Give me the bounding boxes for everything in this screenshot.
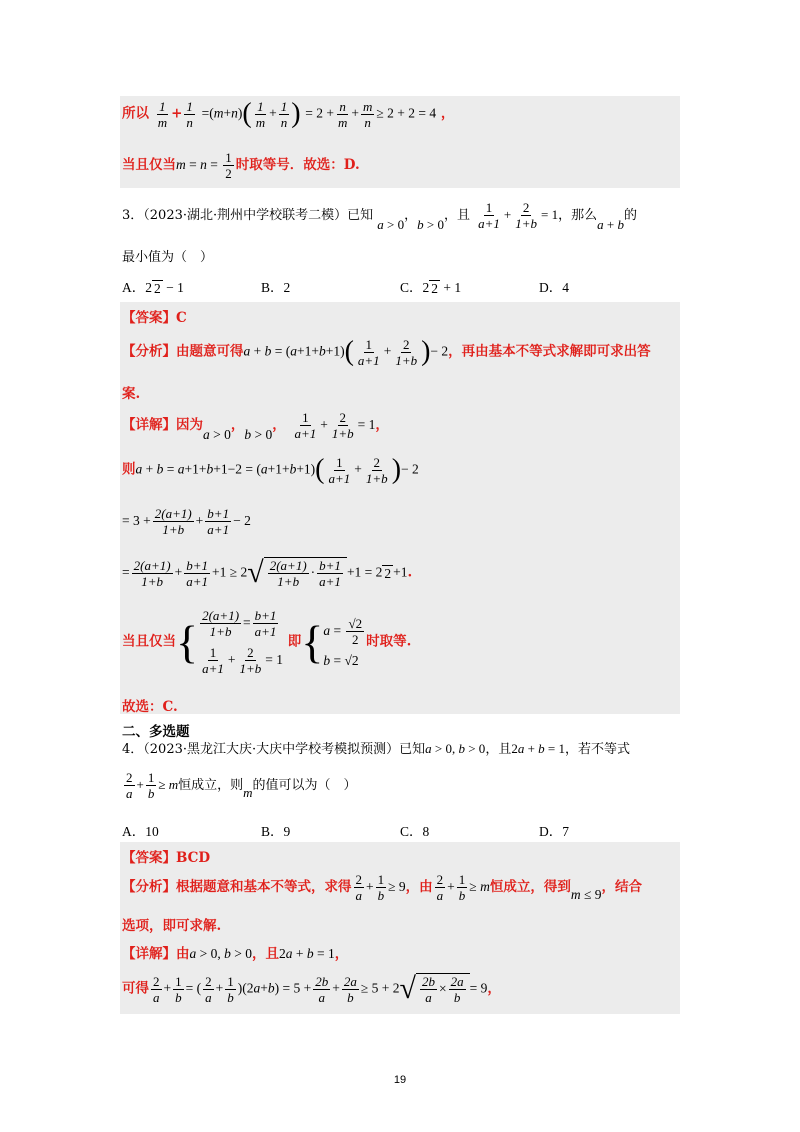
q3-answer: 【答案】C	[122, 310, 187, 326]
frac: $\frac{2}{a}$	[355, 872, 362, 903]
q4-choice-d: D．7	[539, 824, 569, 839]
q3-stem-line1: 3．（2023·湖北·荆州中学校联考二模）已知 a > 0，b > 0，且 $\frac{1}{a+1}$ + $\frac{2}{1+b}$ = 1，那么a + b的	[122, 200, 637, 232]
q3-conclusion: 故选：C.	[122, 699, 178, 715]
frac: $\frac{1}{a+1}$	[294, 410, 317, 441]
q3-choice-a: A．2 2 − 1	[122, 280, 184, 297]
q3-equality: 当且仅当{ $\frac{2(a+1)}{1+b}$ = $\frac{b+1}{a+1}$ $\frac{1}{a+1}$ + $\frac{2}{1+b}$ = 1 即{ a = $\frac{√2}{2}$ b = √2 时取等.	[122, 608, 412, 676]
frac: $\frac{1}{a+1}$	[478, 200, 500, 231]
frac: $\frac{2}{1+b}$	[365, 454, 388, 486]
frac: $\frac{n}{m}$	[337, 98, 348, 130]
section-title: 二、多选题	[122, 724, 190, 740]
q3-detail: 【详解】因为a > 0，b > 0， $\frac{1}{a+1}$ + $\frac{2}{1+b}$ = 1，	[122, 410, 389, 442]
frac: $\frac{1}{m}$	[157, 98, 168, 130]
q4-choice-a: A．10	[122, 824, 159, 839]
frac: $\frac{1}{b}$	[377, 872, 385, 903]
q3-step2: = 3 + $\frac{2(a+1)}{1+b}$ + $\frac{b+1}{a+1}$ − 2	[122, 506, 251, 537]
frac: $\frac{b+1}{a+1}$	[207, 506, 230, 537]
frac: $\frac{2}{a}$	[436, 872, 444, 903]
frac: $\frac{b+1}{a+1}$	[319, 558, 341, 589]
q3-stem-line2: 最小值为（ ）	[122, 250, 214, 265]
frac: $\frac{1}{a+1}$	[357, 336, 380, 368]
frac: $\frac{2}{a}$	[205, 973, 212, 1005]
q4-answer: 【答案】BCD	[122, 850, 211, 866]
frac: $\frac{1}{a+1}$	[328, 454, 351, 486]
q3-then-line: 则a + b = a+1+b+1−2 = (a+1+b+1)( $\frac{1}{a+1}$ + $\frac{2}{1+b}$ )− 2	[122, 454, 419, 486]
prev-equality-line: 当且仅当m = n = $\frac{1}{2}$ 时取等号．故选：D.	[122, 150, 360, 181]
frac: $\frac{1}{m}$	[255, 98, 266, 130]
frac: $\frac{2a}{b}$	[450, 974, 464, 1005]
frac: $\frac{2}{1+b}$	[331, 410, 354, 441]
frac: $\frac{2}{1+b}$	[395, 336, 418, 368]
frac: $\frac{2b}{a}$	[421, 974, 435, 1005]
q3-analysis-line2: 案.	[122, 386, 141, 402]
frac: $\frac{1}{a+1}$	[202, 645, 224, 676]
frac: $\frac{m}{n}$	[362, 98, 373, 130]
prev-so-line: 所以 $\frac{1}{m}$ + $\frac{1}{n}$ =(m+n)( $\frac{1}{m}$ + $\frac{1}{n}$ ) = 2 + $\frac{n}{m}$ + $\frac{m}{n}$ ≥ 2 + 2 = 4 ，	[122, 98, 455, 130]
q3-choice-c: C．2 2 + 1	[400, 280, 462, 297]
q4-detail: 【详解】由a > 0, b > 0，且2a + b = 1，	[122, 946, 349, 962]
frac: $\frac{2}{a}$	[126, 770, 133, 801]
page-number: 19	[393, 1074, 407, 1086]
q4-choice-b: B．9	[261, 824, 291, 839]
frac: $\frac{2(a+1)}{1+b}$	[269, 558, 307, 589]
frac: $\frac{√2}{2}$	[348, 615, 363, 647]
frac: $\frac{1}{n}$	[186, 98, 193, 130]
frac: $\frac{2}{1+b}$	[515, 200, 538, 231]
frac: $\frac{1}{b}$	[227, 973, 234, 1005]
q3-choice-b: B．2	[261, 280, 291, 295]
q4-stem-line2: $\frac{2}{a}$ + $\frac{1}{b}$ ≥ m恒成立，则m的值可以为（ ）	[126, 770, 357, 801]
q4-stem-line1: 4．（2023·黑龙江大庆·大庆中学校考模拟预测）已知a > 0, b > 0，且2a + b = 1，若不等式	[122, 741, 631, 757]
frac: $\frac{1}{b}$	[458, 872, 466, 903]
q3-choice-d: D．4	[539, 280, 569, 295]
frac: $\frac{2}{1+b}$	[239, 645, 262, 676]
frac: $\frac{1}{n}$	[280, 98, 288, 130]
q3-analysis: 【分析】由题意可得a + b = (a+1+b+1)( $\frac{1}{a+1}$ + $\frac{2}{1+b}$ )− 2，再由基本不等式求解即可求出答	[122, 336, 651, 368]
q3-step3: = $\frac{2(a+1)}{1+b}$ + $\frac{b+1}{a+1}$ +1 ≥ 2√ $\frac{2(a+1)}{1+b}$ · $\frac{b+1}{a+1}$ +1 = 2 2 +1.	[122, 556, 413, 589]
q4-getting: 可得 $\frac{2}{a}$ + $\frac{1}{b}$ = ( $\frac{2}{a}$ + $\frac{1}{b}$ )(2a+b) = 5 + $\frac{2b}{a}$ + $\frac{2a}{b}$ ≥ 5 + 2√ $\frac{2b}{a}$ × $\frac{2a}{b}$ = 9，	[122, 972, 501, 1005]
frac: $\frac{1}{2}$	[225, 150, 232, 181]
frac: $\frac{2(a+1)}{1+b}$	[133, 557, 171, 589]
frac: $\frac{2(a+1)}{1+b}$	[202, 608, 240, 639]
frac: $\frac{2b}{a}$	[315, 973, 329, 1005]
frac: $\frac{2}{a}$	[153, 973, 160, 1005]
frac: $\frac{b+1}{a+1}$	[186, 557, 208, 589]
frac: $\frac{b+1}{a+1}$	[254, 608, 277, 639]
frac: $\frac{2a}{b}$	[343, 973, 357, 1005]
frac: $\frac{1}{b}$	[175, 973, 182, 1005]
q4-analysis: 【分析】根据题意和基本不等式，求得 $\frac{2}{a}$ + $\frac{1}{b}$ ≥ 9，由 $\frac{2}{a}$ + $\frac{1}{b}$ ≥ m恒成立，得到m ≤ 9，结合	[122, 872, 643, 903]
q4-choice-c: C．8	[400, 824, 430, 839]
frac: $\frac{1}{b}$	[147, 770, 155, 801]
frac: $\frac{2(a+1)}{1+b}$	[154, 506, 192, 537]
q4-analysis-line2: 选项，即可求解.	[122, 918, 222, 934]
